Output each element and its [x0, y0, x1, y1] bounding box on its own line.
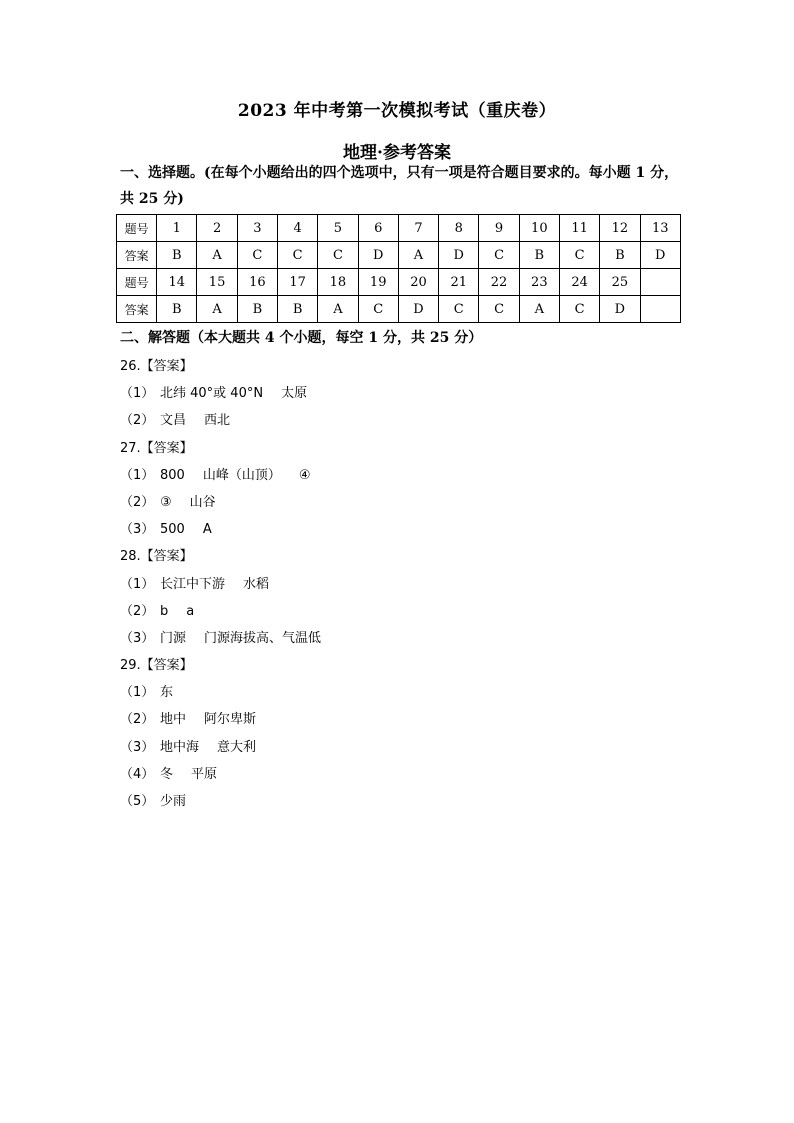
sub-question-number: （3） [120, 630, 155, 646]
table-cell: 20 [398, 269, 438, 296]
table-cell: 10 [519, 215, 559, 242]
table-cell: 5 [318, 215, 358, 242]
table-cell [640, 296, 680, 323]
table-cell: C [439, 296, 479, 323]
multiple-choice-answer-table [116, 214, 681, 323]
short-answer-list [120, 356, 339, 818]
table-cell: 23 [519, 269, 559, 296]
table-cell: 6 [358, 215, 398, 242]
row-label-cell: 答案 [117, 296, 157, 323]
table-cell: 14 [157, 269, 197, 296]
answer-text: 长江中下游 [160, 576, 226, 592]
table-cell: D [358, 242, 398, 269]
answer-text: 500 [160, 522, 185, 538]
answer-text: 地中 [160, 712, 187, 728]
table-cell: 19 [358, 269, 398, 296]
answer-text: 东 [160, 685, 174, 701]
answer-line [120, 383, 339, 410]
table-cell: C [559, 242, 599, 269]
table-cell: A [318, 296, 358, 323]
answer-row [117, 242, 681, 269]
answer-text: 太原 [281, 386, 308, 402]
page-title: 2023 年中考第一次模拟考试（重庆卷） [237, 101, 557, 121]
answer-text: 门源 [160, 630, 187, 646]
table-cell: 21 [439, 269, 479, 296]
answer-line [120, 764, 339, 791]
answer-text: b [160, 603, 169, 619]
table-cell: 22 [479, 269, 519, 296]
table-cell: A [197, 296, 237, 323]
answer-line [120, 737, 339, 764]
row-label-cell: 答案 [117, 242, 157, 269]
table-cell: B [600, 242, 640, 269]
question-answer-heading: 27.【答案】 [120, 440, 193, 456]
table-cell: D [600, 296, 640, 323]
answer-text: 水稻 [243, 576, 270, 592]
answer-text: 西北 [204, 413, 231, 429]
sub-question-number: （5） [120, 794, 155, 809]
table-cell: 3 [237, 215, 277, 242]
table-cell: 24 [559, 269, 599, 296]
table-cell: C [479, 242, 519, 269]
table-cell: A [197, 242, 237, 269]
answer-text: 北纬 40°或 40°N [160, 386, 264, 402]
table-cell: D [439, 242, 479, 269]
answer-line [120, 791, 339, 818]
sub-question-number: （1） [120, 685, 155, 701]
table-cell: 13 [640, 215, 680, 242]
sub-question-number: （4） [120, 766, 155, 782]
answer-text: 少雨 [160, 794, 187, 809]
table-cell: 18 [318, 269, 358, 296]
answer-line [120, 628, 339, 655]
table-cell: 15 [197, 269, 237, 296]
answer-text: 冬 [160, 766, 174, 782]
table-cell: C [479, 296, 519, 323]
question-answer-heading: 26.【答案】 [120, 359, 193, 374]
answer-line [120, 601, 339, 628]
table-cell: A [398, 242, 438, 269]
answer-text: 山峰（山顶） [202, 467, 281, 483]
table-cell: A [519, 296, 559, 323]
table-cell: 1 [157, 215, 197, 242]
answer-line [120, 465, 339, 492]
table-cell: 25 [600, 269, 640, 296]
answer-line [120, 682, 339, 709]
answer-line [120, 519, 339, 546]
answer-text: A [202, 522, 212, 538]
answer-text: 阿尔卑斯 [204, 712, 257, 728]
answer-text: 文昌 [160, 413, 187, 429]
sub-question-number: （2） [120, 712, 155, 728]
table-cell: 7 [398, 215, 438, 242]
table-cell: C [278, 242, 318, 269]
sub-question-number: （2） [120, 603, 155, 619]
table-cell: D [640, 242, 680, 269]
table-cell [640, 269, 680, 296]
table-cell: 2 [197, 215, 237, 242]
page-subtitle: 地理·参考答案 [343, 143, 451, 163]
sub-question-number: （1） [120, 467, 155, 483]
table-cell: B [157, 296, 197, 323]
question-number-row [117, 215, 681, 242]
answer-text: 门源海拔高、气温低 [204, 630, 322, 646]
table-cell: B [237, 296, 277, 323]
table-cell: C [237, 242, 277, 269]
sub-question-number: （1） [120, 386, 155, 402]
sub-question-number: （2） [120, 494, 155, 510]
table-cell: 9 [479, 215, 519, 242]
answer-text: 地中海 [160, 739, 200, 755]
table-cell: B [519, 242, 559, 269]
answer-text: ③ [160, 494, 172, 510]
table-cell: C [358, 296, 398, 323]
table-cell: 16 [237, 269, 277, 296]
answer-text: 800 [160, 467, 185, 483]
answer-line [120, 709, 339, 736]
sub-question-number: （1） [120, 576, 155, 592]
sub-question-number: （3） [120, 522, 155, 538]
question-answer-heading: 28.【答案】 [120, 549, 193, 565]
section-short-answer-heading: 二、解答题（本大题共 4 个小题，每空 1 分，共 25 分） [120, 330, 483, 346]
table-cell: 12 [600, 215, 640, 242]
table-cell: C [559, 296, 599, 323]
answer-line [120, 492, 339, 519]
table-cell: 4 [278, 215, 318, 242]
table-cell: B [278, 296, 318, 323]
row-label-cell: 题号 [117, 269, 157, 296]
answer-line [120, 574, 339, 601]
answer-text: 山谷 [189, 494, 216, 510]
answer-text: 平原 [191, 766, 218, 782]
question-answer-heading: 29.【答案】 [120, 658, 193, 674]
sub-question-number: （3） [120, 739, 155, 755]
section-multiple-choice-heading: 一、选择题。(在每个小题给出的四个选项中，只有一项是符合题目要求的。每小题 1 分，共 25 分) [120, 165, 679, 207]
table-cell: B [157, 242, 197, 269]
answer-text: ④ [298, 467, 311, 483]
answer-line [120, 410, 339, 437]
question-number-row [117, 269, 681, 296]
table-cell: 8 [439, 215, 479, 242]
answer-text: a [186, 603, 195, 619]
row-label-cell: 题号 [117, 215, 157, 242]
table-cell: 11 [559, 215, 599, 242]
answer-text: 意大利 [217, 739, 257, 755]
sub-question-number: （2） [120, 413, 155, 429]
answer-row [117, 296, 681, 323]
table-cell: D [398, 296, 438, 323]
table-cell: 17 [278, 269, 318, 296]
table-cell: C [318, 242, 358, 269]
